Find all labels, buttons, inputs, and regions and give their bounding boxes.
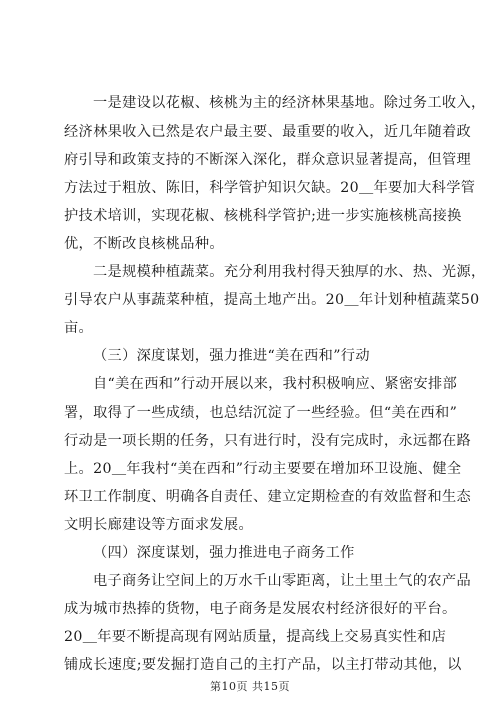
paragraph-line: 行动是一项长期的任务，只有进行时，没有完成时，永远都在路 [64, 433, 472, 449]
paragraph-line: 优，不断改良核桃品种。 [64, 236, 224, 252]
paragraph-line: 成为城市热捧的货物，电子商务是发展农村经济很好的平台。 [64, 601, 457, 617]
paragraph-line: 府引导和政策支持的不断深入深化，群众意识显著提高，但管理 [64, 152, 472, 168]
paragraph-line: 引导农户从事蔬菜种植，提高土地产出。20＿年计划种植蔬菜50 [64, 292, 480, 308]
paragraph-line: 上。20＿年我村“美在西和”行动主要要在增加环卫设施、健全 [64, 461, 462, 477]
paragraph-line: 自“美在西和”行动开展以来，我村积极响应、紧密安排部 [93, 376, 458, 392]
paragraph-line: 二是规模种植蔬菜。充分利用我村得天独厚的水、热、光源， [93, 264, 486, 280]
paragraph-line: 20＿年要不断提高现有网站质量，提高线上交易真实性和店 [64, 629, 447, 645]
paragraph-line: 文明长廊建设等方面求发展。 [64, 517, 253, 533]
paragraph-line: 亩。 [64, 320, 94, 336]
paragraph-line: 环卫工作制度、明确各自责任、建立定期检查的有效监督和生态 [64, 489, 472, 505]
paragraph-line: 经济林果收入已然是农户最主要、最重要的收入，近几年随着政 [64, 124, 472, 140]
section-heading: （四）深度谋划，强力推进电子商务工作 [93, 545, 355, 561]
page-number: 第10页 共15页 [210, 680, 290, 693]
paragraph-line: 电子商务让空间上的万水千山零距离，让土里土气的农产品 [93, 573, 471, 589]
paragraph-line: 方法过于粗放、陈旧，科学管护知识欠缺。20＿年要加大科学管 [64, 180, 476, 196]
paragraph-line: 一是建设以花椒、核桃为主的经济林果基地。除过务工收入， [93, 95, 486, 111]
paragraph-line: 护技术培训，实现花椒、核桃科学管护;进一步实施核桃高接换 [64, 208, 462, 224]
paragraph-line: 署，取得了一些成绩，也总结沉淀了一些经验。但“美在西和” [64, 405, 458, 421]
section-heading: （三）深度谋划，强力推进“美在西和”行动 [93, 348, 370, 364]
paragraph-line: 铺成长速度;要发掘打造自己的主打产品，以主打带动其他，以 [64, 657, 462, 673]
